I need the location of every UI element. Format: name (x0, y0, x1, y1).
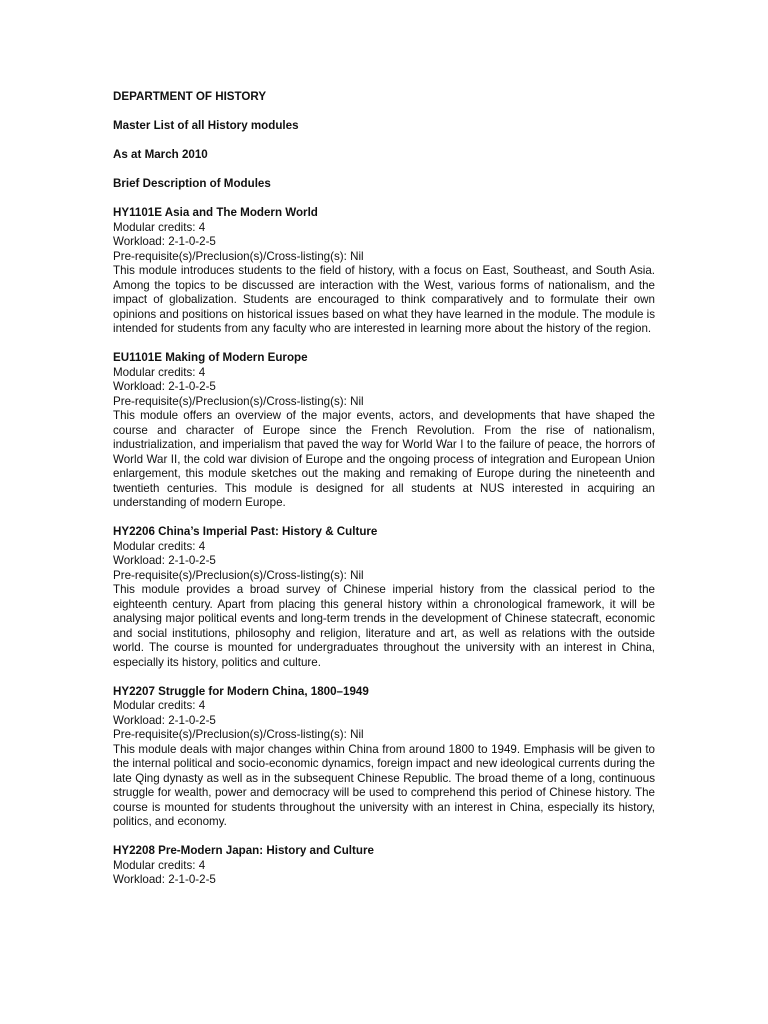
section-heading: Brief Description of Modules (113, 177, 271, 190)
document-date: As at March 2010 (113, 148, 208, 161)
module-title: HY2208 Pre-Modern Japan: History and Culture (113, 844, 374, 857)
module-title: EU1101E Making of Modern Europe (113, 351, 308, 364)
module-workload: Workload: 2-1-0-2-5 (113, 554, 216, 567)
department-heading: DEPARTMENT OF HISTORY (113, 90, 267, 103)
document-page (113, 90, 655, 902)
module-workload: Workload: 2-1-0-2-5 (113, 235, 216, 248)
module-entry-hy2206 (113, 525, 655, 670)
module-description: This module deals with major changes within China from around 1800 to 1949. Emphasis will be given to the internal political and socio-economic dynamics, foreign impact and new ideological currents during the late Qing dynasty as well as in the subsequent Chinese Republic. The broad theme of a long, continuous struggle for wealth, power and democracy will be used to comprehend this period of Chinese history. The course is mounted for students throughout the university with an interest in China, especially its history, politics, and economy. (113, 742, 655, 828)
module-workload: Workload: 2-1-0-2-5 (113, 380, 216, 393)
module-credits: Modular credits: 4 (113, 539, 206, 553)
module-description: This module provides a broad survey of Chinese imperial history from the classical period to the eighteenth century. Apart from placing this general history within a chronological framework, it will be analysing major political events and long-term trends in the development of Chinese statecraft, economic and social institutions, philosophy and religion, literature and art, as well as relations with the outside world. The course is mounted for undergraduates throughout the university with an interest in China, especially its history, politics and culture. (113, 583, 655, 669)
module-entry-hy1101e (113, 206, 655, 337)
module-credits: Modular credits: 4 (113, 699, 206, 712)
module-entry-hy2208 (113, 844, 655, 888)
module-title: HY1101E Asia and The Modern World (113, 206, 318, 219)
module-prerequisites: Pre-requisite(s)/Preclusion(s)/Cross-listing(s): Nil (113, 728, 364, 741)
module-title: HY2206 China’s Imperial Past: History & Culture (113, 525, 378, 538)
module-prerequisites: Pre-requisite(s)/Preclusion(s)/Cross-listing(s): Nil (113, 568, 364, 582)
module-prerequisites: Pre-requisite(s)/Preclusion(s)/Cross-listing(s): Nil (113, 249, 364, 263)
module-prerequisites: Pre-requisite(s)/Preclusion(s)/Cross-listing(s): Nil (113, 394, 364, 408)
module-description: This module introduces students to the field of history, with a focus on East, Southeast, and South Asia. Among the topics to be discussed are interaction with the West, various forms of nationalism, and the impact of globalization. Students are encouraged to think comparatively and to formulate their own opinions and positions on historical issues based on what they have learned in the module. The module is intended for students from any faculty who are interested in learning more about the history of the region. (113, 264, 655, 335)
module-workload: Workload: 2-1-0-2-5 (113, 873, 216, 886)
module-title: HY2207 Struggle for Modern China, 1800–1949 (113, 684, 369, 698)
module-description: This module offers an overview of the major events, actors, and developments that have shaped the course and character of Europe since the French Revolution. From the rise of nationalism, industrialization, and imperialism that paved the way for World War I to the failure of peace, the horrors of World War II, the cold war division of Europe and the ongoing process of integration and European Union enlargement, this module sketches out the making and remaking of Europe during the nineteenth and twentieth centuries. This module is designed for all students at NUS interested in acquiring an understanding of modern Europe. (113, 409, 655, 509)
module-credits: Modular credits: 4 (113, 365, 206, 379)
module-entry-hy2207 (113, 685, 655, 830)
module-entry-eu1101e (113, 351, 655, 511)
module-credits: Modular credits: 4 (113, 858, 206, 872)
document-subtitle: Master List of all History modules (113, 119, 299, 132)
module-credits: Modular credits: 4 (113, 220, 206, 234)
module-workload: Workload: 2-1-0-2-5 (113, 713, 216, 727)
